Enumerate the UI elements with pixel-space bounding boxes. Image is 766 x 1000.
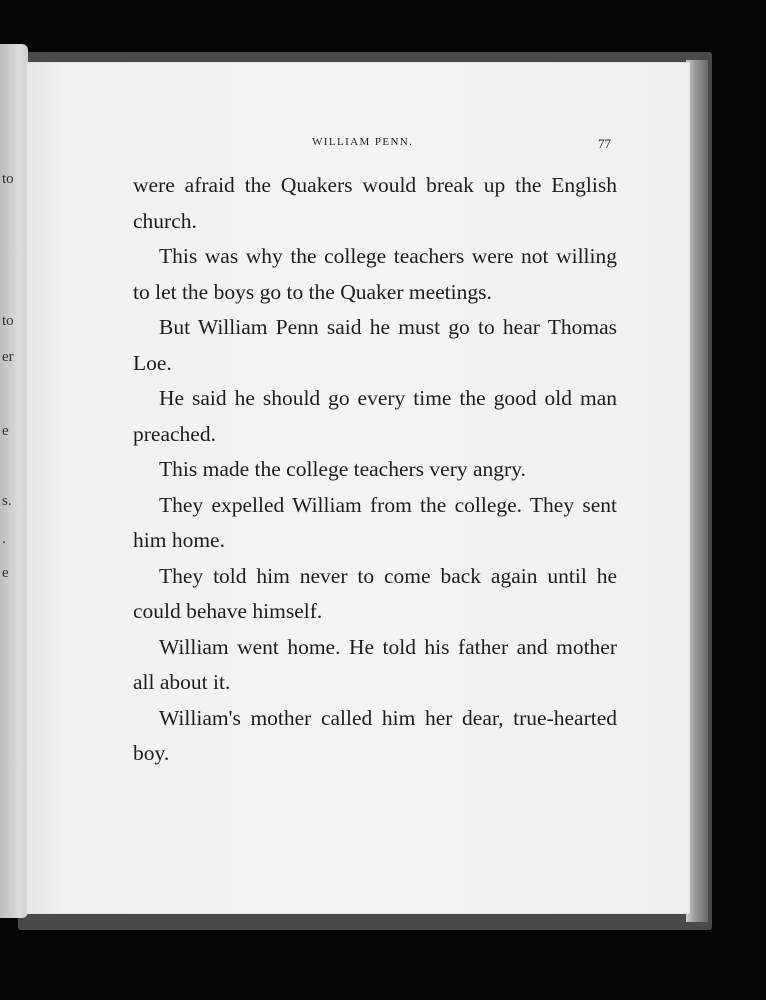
page-text: [133, 168, 617, 772]
paragraph: They told him never to come back again until he could behave himself.: [133, 563, 617, 623]
paragraph: William's mother called him her dear, true-hearted boy.: [133, 705, 617, 765]
left-page-fragment: er: [2, 349, 14, 365]
left-page-fragment: to: [2, 313, 14, 329]
left-page-fragment: e: [2, 565, 9, 581]
left-page-fragment: .: [2, 531, 6, 547]
paragraph: William went home. He told his father and mother all about it.: [133, 634, 617, 694]
left-page-fragment: e: [2, 423, 9, 439]
left-page-fragment: to: [2, 171, 14, 187]
paragraph: But William Penn said he must go to hear Thomas Loe.: [133, 315, 617, 375]
paragraph: were afraid the Quakers would break up the English church.: [133, 173, 617, 233]
paragraph: This made the college teachers very angry.: [159, 457, 526, 481]
left-facing-page: [0, 44, 28, 918]
paragraph: They expelled William from the college. They sent him home.: [133, 492, 617, 552]
paragraph: He said he should go every time the good old man preached.: [133, 386, 617, 446]
left-page-fragment: s.: [2, 493, 12, 509]
paragraph: This was why the college teachers were not willing to let the boys go to the Quaker meetings.: [133, 244, 617, 304]
running-head: WILLIAM PENN.: [312, 136, 414, 148]
page-number: 77: [598, 136, 611, 151]
